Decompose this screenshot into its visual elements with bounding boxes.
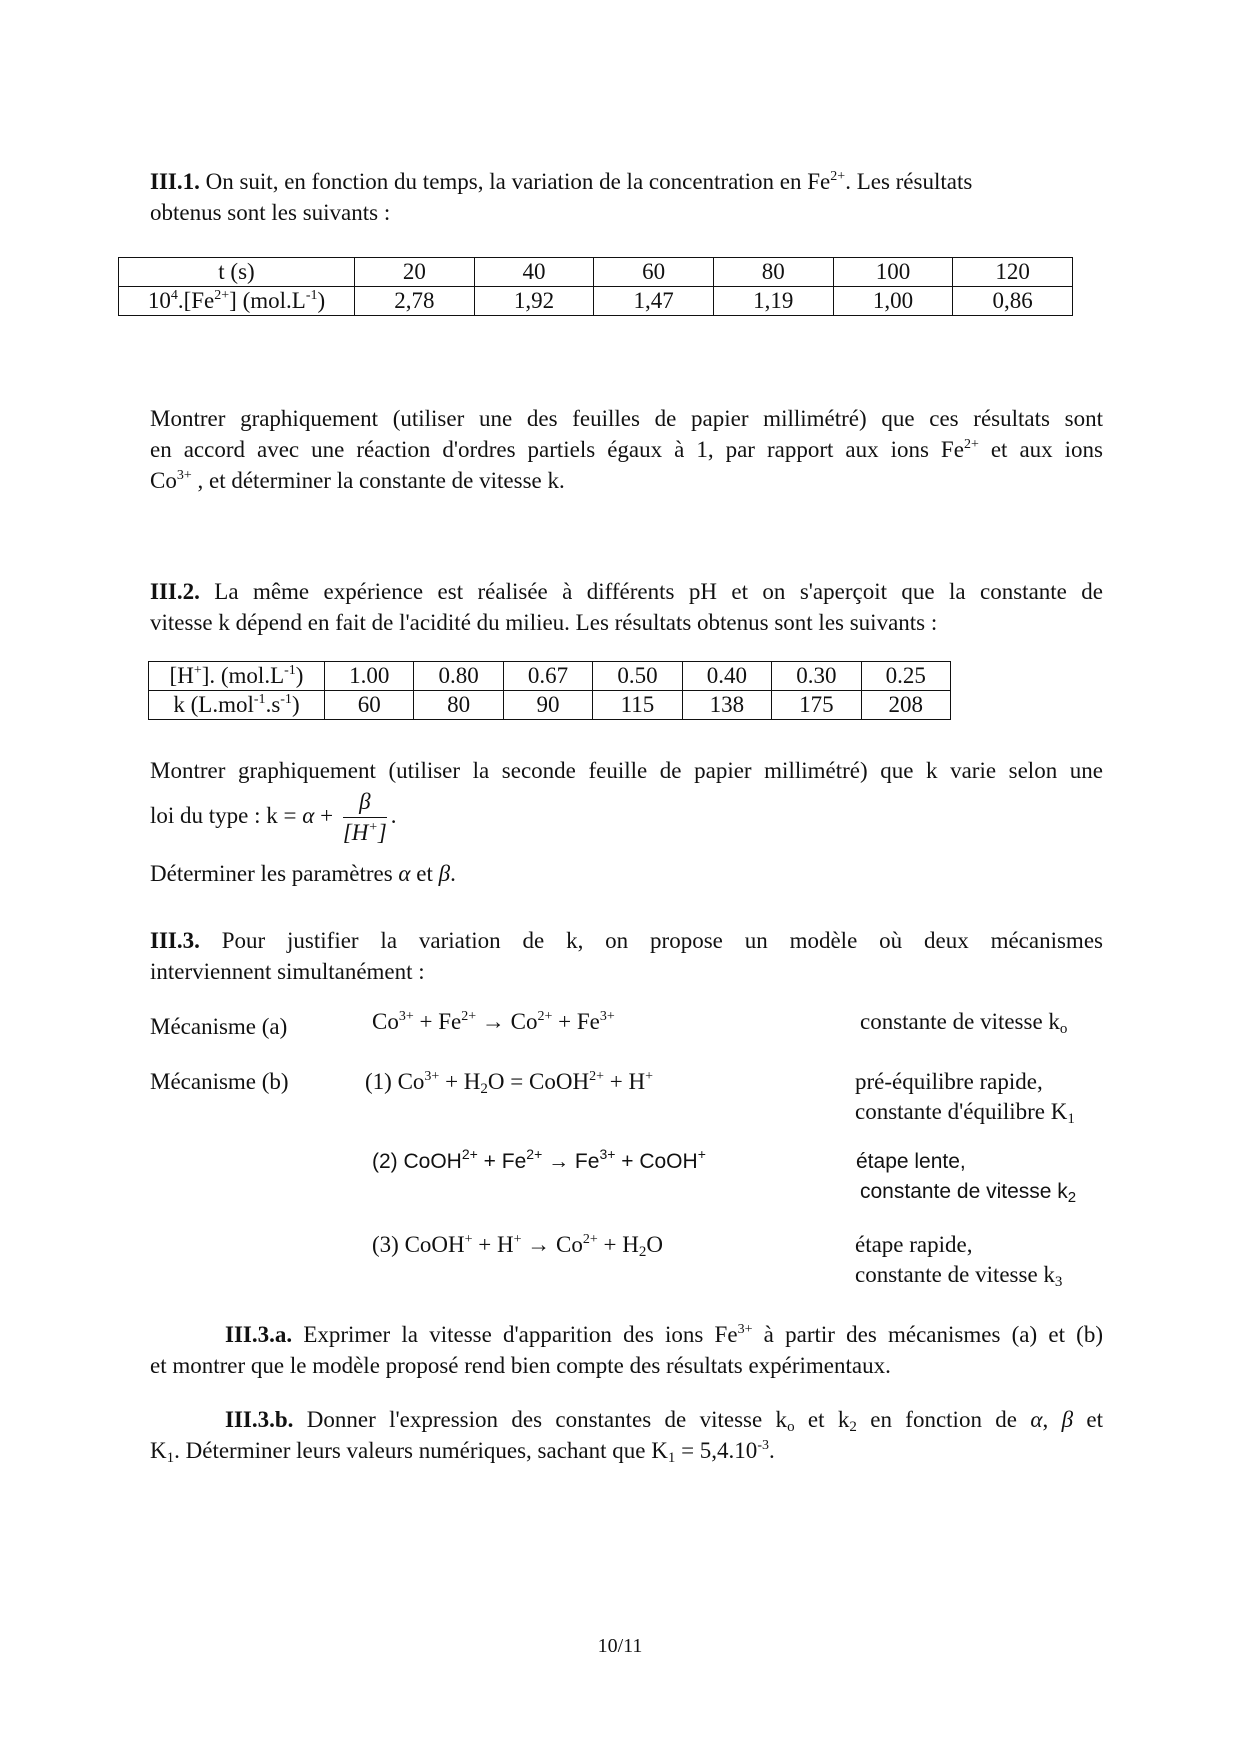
table-header-h-concentration: [H+]. $(mol.L^{-1})$ [149, 662, 325, 691]
question-number: III.3. [150, 928, 200, 953]
table-cell: 1.00 [325, 662, 414, 691]
mechanism-b-step1-equation: (1) $Co^{3+} + H_2O$ = CoOH$^{2+}$ + H+ [365, 1069, 653, 1097]
question-III-1-intro: III.1. On suit, en fonction du temps, la variation de la concentration en $Fe^{2+}$. Les résultats obtenus sont les suivants : [150, 169, 973, 225]
table-cell: 1,92 [474, 287, 594, 316]
question-number: III.2. [150, 579, 200, 604]
mechanism-b-step3-equation: (3) CoOH+ + $H^+ \to Co^{2+} + H_2O$ [372, 1232, 664, 1260]
table-cell: 60 [594, 258, 714, 287]
table-cell: 175 [772, 691, 861, 720]
mechanism-b-step1-description: pré-équilibre rapide, constante d'équilibre $K_1$ [855, 1069, 1075, 1127]
rate-constant-table [148, 661, 951, 720]
table-row [149, 662, 951, 691]
table-cell: 1,19 [713, 287, 833, 316]
question-III-2-params: Déterminer les paramètres α et β. [150, 861, 456, 886]
table-cell: 0.80 [414, 662, 503, 691]
table-cell: 0.25 [861, 662, 950, 691]
mechanism-b-label: Mécanisme (b) [150, 1069, 289, 1094]
question-number: III.1. [150, 169, 200, 194]
table-cell: 100 [833, 258, 953, 287]
mechanism-a-equation: $Co^{3+} + Fe^{2+} \to Co^{2+} + Fe^{3+}$ [372, 1009, 615, 1034]
mechanism-b-step2-description: étape lente, constante de vitesse $k_2$ [856, 1150, 1077, 1206]
table-cell: 0.30 [772, 662, 861, 691]
concentration-table [118, 257, 1073, 316]
mechanism-b-step3-description: étape rapide, constante de vitesse $k_3$ [855, 1232, 1063, 1290]
table-header-time: t (s) [119, 258, 355, 287]
table-row [149, 691, 951, 720]
table-cell: 0.50 [593, 662, 682, 691]
table-cell: 0.40 [682, 662, 771, 691]
table-cell: 90 [503, 691, 592, 720]
table-cell: 40 [474, 258, 594, 287]
table-cell: 80 [414, 691, 503, 720]
table-cell: 80 [713, 258, 833, 287]
question-III-2-task-line: Montrer graphiquement (utiliser la seconde feuille de papier millimétré) que k varie selon une [150, 758, 1103, 783]
table-cell: 138 [682, 691, 771, 720]
question-III-3-intro: III.3. Pour justifier la variation de k, on propose un modèle où deux mécanismes interviennent simultanément : [150, 928, 1103, 984]
question-III-2-intro: III.2. La même expérience est réalisée à différents pH et on s'aperçoit que la constante de vitesse k dépend en fait de l'acidité du milieu. Les résultats obtenus sont les suivants : [150, 579, 1103, 635]
table-cell: 115 [593, 691, 682, 720]
table-cell: 1,00 [833, 287, 953, 316]
table-cell: 120 [953, 258, 1073, 287]
question-III-3-a: III.3.a. Exprimer la vitesse d'apparition des ions $Fe^{3+}$ à partir des mécanismes (a) et (b) et montrer que le modèle proposé rend bien compte des résultats expérimentaux. [150, 1322, 1103, 1378]
table-cell: 20 [355, 258, 475, 287]
table-cell: 208 [861, 691, 950, 720]
question-number: III.3.a. [225, 1322, 293, 1347]
table-row [119, 287, 1073, 316]
page-number: 10/11 [597, 1635, 643, 1657]
mechanism-a-label: Mécanisme (a) [150, 1014, 288, 1039]
table-cell: 1,47 [594, 287, 714, 316]
mechanism-b-step2-equation: (2) CoOH$^{2+}$ + $Fe^{2+} \to Fe^{3+}$ + CoOH+ [372, 1146, 706, 1173]
table-cell: 60 [325, 691, 414, 720]
rate-law-formula: loi du type : k = α + $\frac{\beta}{[H^+]}$ . [150, 787, 397, 848]
question-III-1-task: Montrer graphiquement (utiliser une des feuilles de papier millimétré) que ces résultats sont en accord avec une réaction d'ordres partiels égaux à 1, par rapport aux ions $Fe^{2+}$ et aux ions $Co^{3+}$ , et déterminer la constante de vitesse k. [150, 406, 1103, 493]
table-cell: 0,86 [953, 287, 1073, 316]
table-header-k: k $(L.mol^{-1}.s^{-1})$ [149, 691, 325, 720]
question-III-3-b: III.3.b. Donner l'expression des constantes de vitesse $k_o$ et $k_2$ en fonction de α, β et $K_1$. Déterminer leurs valeurs numériques, sachant que $K_1 = 5,4.10^{-3}$. [150, 1407, 1103, 1466]
table-header-concentration: $10^4.[Fe^{2+}]$ $(mol.L^{-1})$ [119, 287, 355, 316]
table-cell: 0.67 [503, 662, 592, 691]
fraction: $\frac{\beta}{[H^+]}$ [342, 789, 387, 845]
mechanism-a-description: constante de vitesse $k_o$ [860, 1009, 1068, 1037]
table-row [119, 258, 1073, 287]
question-number: III.3.b. [225, 1407, 294, 1432]
table-cell: 2,78 [355, 287, 475, 316]
